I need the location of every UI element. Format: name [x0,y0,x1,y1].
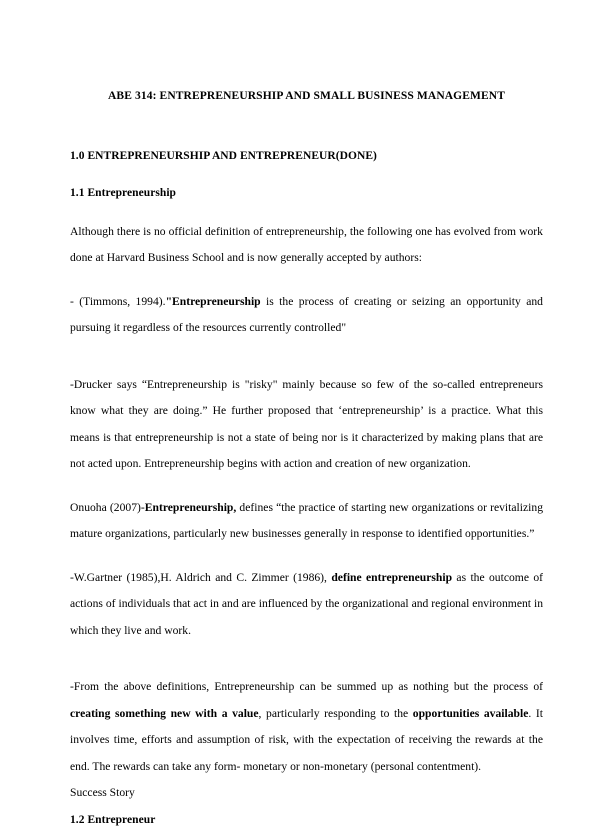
gartner-definition-text: as the outcome of actions of individuals that act in and are influenced by the organizational and regional environment in which they live and work. [70,570,544,637]
spacer [70,644,543,674]
page-title: ABE 314: ENTREPRENEURSHIP AND SMALL BUSINESS MANAGEMENT [107,90,506,102]
heading-subsection-1-2: 1.2 Entrepreneur [70,813,156,826]
heading-subsection-1-1: 1.1 Entrepreneurship [70,186,177,199]
summary-tail-text: . It involves time, efforts and assumption of risk, with the expectation of receiving the rewards at the end. The rewards can take any form- monetary or non-monetary (personal contentment). [70,706,544,773]
gartner-citation: -W.Gartner (1985),H. Aldrich and C. Zimmer (1986), [70,570,332,584]
paragraph-onuoha [70,495,543,548]
timmons-citation: - (Timmons, 1994). [70,294,166,308]
spacer [70,202,543,219]
heading-section-1: 1.0 ENTREPRENEURSHIP AND ENTREPRENEUR(DONE) [70,150,377,163]
onuoha-quote-text: defines “the practice of starting new organizations or revitalizing mature organizations, particularly new businesses generally in response to identified opportunities.” [70,500,544,541]
summary-middle-text: , particularly responding to the [258,706,413,720]
paragraph-success-story: Success Story [70,786,135,800]
title-spacer [70,105,543,148]
spacer [70,548,543,565]
summary-bold-term-2: opportunities available [412,706,529,720]
paragraph-intro: Although there is no official definition of entrepreneurship, the following one has evolved from work done at Harvard Business School and is now generally accepted by authors: [70,224,543,265]
summary-bold-term-1: creating something new with a value [70,706,259,720]
onuoha-bold-term: Entrepreneurship, [144,500,237,514]
spacer [70,272,543,289]
spacer [70,478,543,495]
paragraph-gartner [70,565,543,645]
paragraph-drucker: -Drucker says “Entrepreneurship is "risky" mainly because so few of the so-called entrepreneurs know what they are doing.” He further proposed that ‘entrepreneurship’ is a practice. What this means is that entrepreneurship is not a state of being nor is it characterized by making plans that are not acted upon. Entrepreneurship begins with action and creation of new organization. [70,377,543,471]
summary-lead-text: -From the above definitions, Entrepreneurship can be summed up as nothing but the process of [70,680,543,694]
timmons-bold-term: "Entrepreneurship [165,294,261,308]
paragraph-timmons [70,289,543,342]
gartner-bold-term: define entrepreneurship [331,570,453,584]
onuoha-citation: Onuoha (2007)- [70,500,145,514]
spacer [70,166,543,185]
document-body [70,88,543,833]
timmons-quote-text: is the process of creating or seizing an opportunity and pursuing it regardless of the resources currently controlled" [70,294,543,335]
spacer [70,342,543,372]
paragraph-summary [70,674,543,780]
